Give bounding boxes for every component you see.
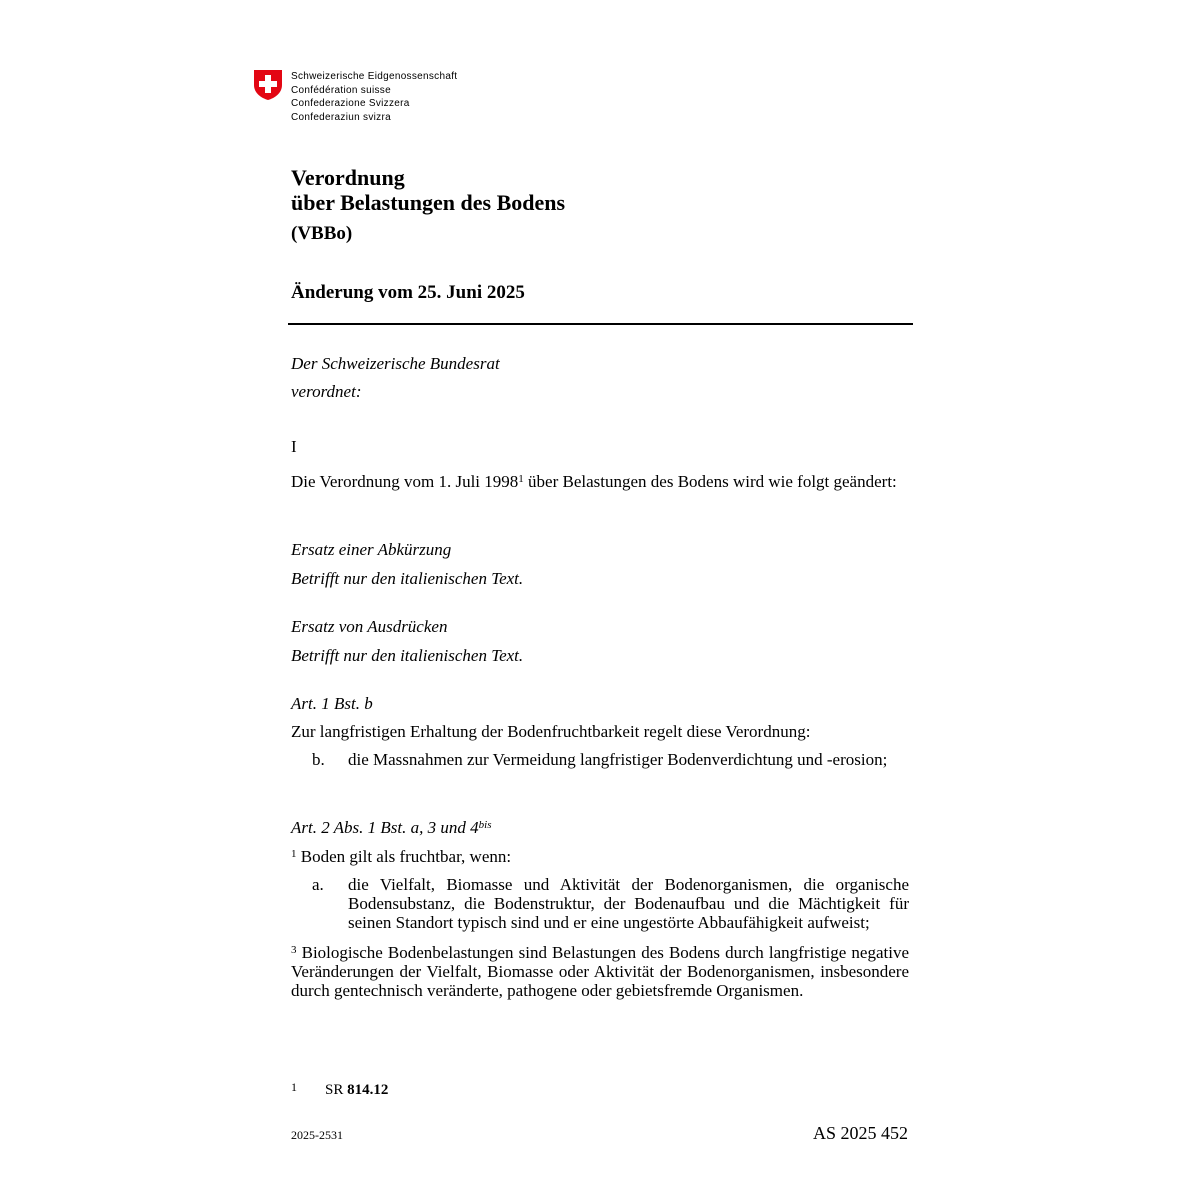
title-line-2: über Belastungen des Bodens [291, 190, 566, 215]
confederation-name-de: Schweizerische Eidgenossenschaft [291, 71, 458, 82]
paragraph-text: Biologische Bodenbelastungen sind Belastungen des Bodens durch langfristige negative Veränderungen der Vielfalt, Biomasse oder Aktivität der Bodenorganismen, insbesondere durch gentechnisch veränderte, pathogene oder gebietsfremde Organismen. [291, 943, 909, 1000]
article-2-item-a [312, 875, 909, 932]
list-marker: a. [312, 875, 324, 894]
footnote-prefix: SR [325, 1082, 348, 1098]
list-item-text: die Vielfalt, Biomasse und Aktivität der Bodenorganismen, die organische Bodensubstanz, die Bodenstruktur, der Bodenaufbau und die Mächtigkeit für seinen Standort typisch sind und er eine ungestörte Abbaufähigkeit aufweist; [348, 875, 909, 932]
confederation-name-fr: Confédération suisse [291, 84, 391, 96]
preamble-decrees: verordnet: [291, 382, 362, 401]
footnote-number: 1 [291, 1080, 297, 1094]
paragraph-number: 1 [291, 848, 297, 860]
section-intro [291, 472, 909, 491]
section-number: I [291, 437, 297, 456]
amendment-date: Änderung vom 25. Juni 2025 [291, 282, 525, 303]
footnote-marker[interactable]: 1 [518, 473, 524, 485]
article-2-heading-text: Art. 2 Abs. 1 Bst. a, 3 und 4 [291, 818, 479, 837]
abbreviation-heading: Ersatz einer Abkürzung [291, 540, 452, 559]
article-2-heading [291, 818, 909, 837]
title-line-1: Verordnung [291, 165, 405, 190]
paragraph-text: Boden gilt als fruchtbar, wenn: [296, 847, 512, 866]
footnote-sr-number[interactable]: 814.12 [347, 1082, 389, 1098]
document-number: 2025-2531 [291, 1128, 343, 1142]
preamble-authority: Der Schweizerische Bundesrat [291, 354, 500, 373]
article-2-heading-sup: bis [478, 819, 492, 831]
list-item-text: die Massnahmen zur Vermeidung langfristiger Bodenverdichtung und -erosion; [348, 750, 888, 769]
ordinance-title [291, 165, 565, 215]
list-marker: b. [312, 750, 325, 769]
article-2-paragraph-1 [291, 847, 909, 866]
article-1-intro: Zur langfristigen Erhaltung der Bodenfruchtbarkeit regelt diese Verordnung: [291, 722, 811, 741]
section-intro-text: Die Verordnung vom 1. Juli 1998 [291, 472, 519, 491]
expressions-note: Betrifft nur den italienischen Text. [291, 646, 524, 665]
paragraph-number: 3 [291, 944, 297, 956]
confederation-names [291, 70, 457, 124]
footnote [291, 1078, 388, 1099]
confederation-name-it: Confederazione Svizzera [291, 98, 410, 109]
swiss-cross-shield-icon [253, 69, 283, 101]
confederation-name-rm: Confederaziun svizra [291, 111, 391, 123]
article-1-item-b [312, 750, 909, 769]
article-1-heading: Art. 1 Bst. b [291, 694, 373, 713]
article-2-paragraph-3 [291, 943, 909, 1000]
title-divider [288, 323, 913, 325]
section-intro-text-cont: über Belastungen des Bodens wird wie folgt geändert: [523, 472, 897, 491]
expressions-heading: Ersatz von Ausdrücken [291, 617, 448, 636]
ordinance-abbreviation: (VBBo) [291, 223, 353, 244]
abbreviation-note: Betrifft nur den italienischen Text. [291, 569, 524, 588]
official-collection-reference: AS 2025 452 [813, 1123, 909, 1143]
